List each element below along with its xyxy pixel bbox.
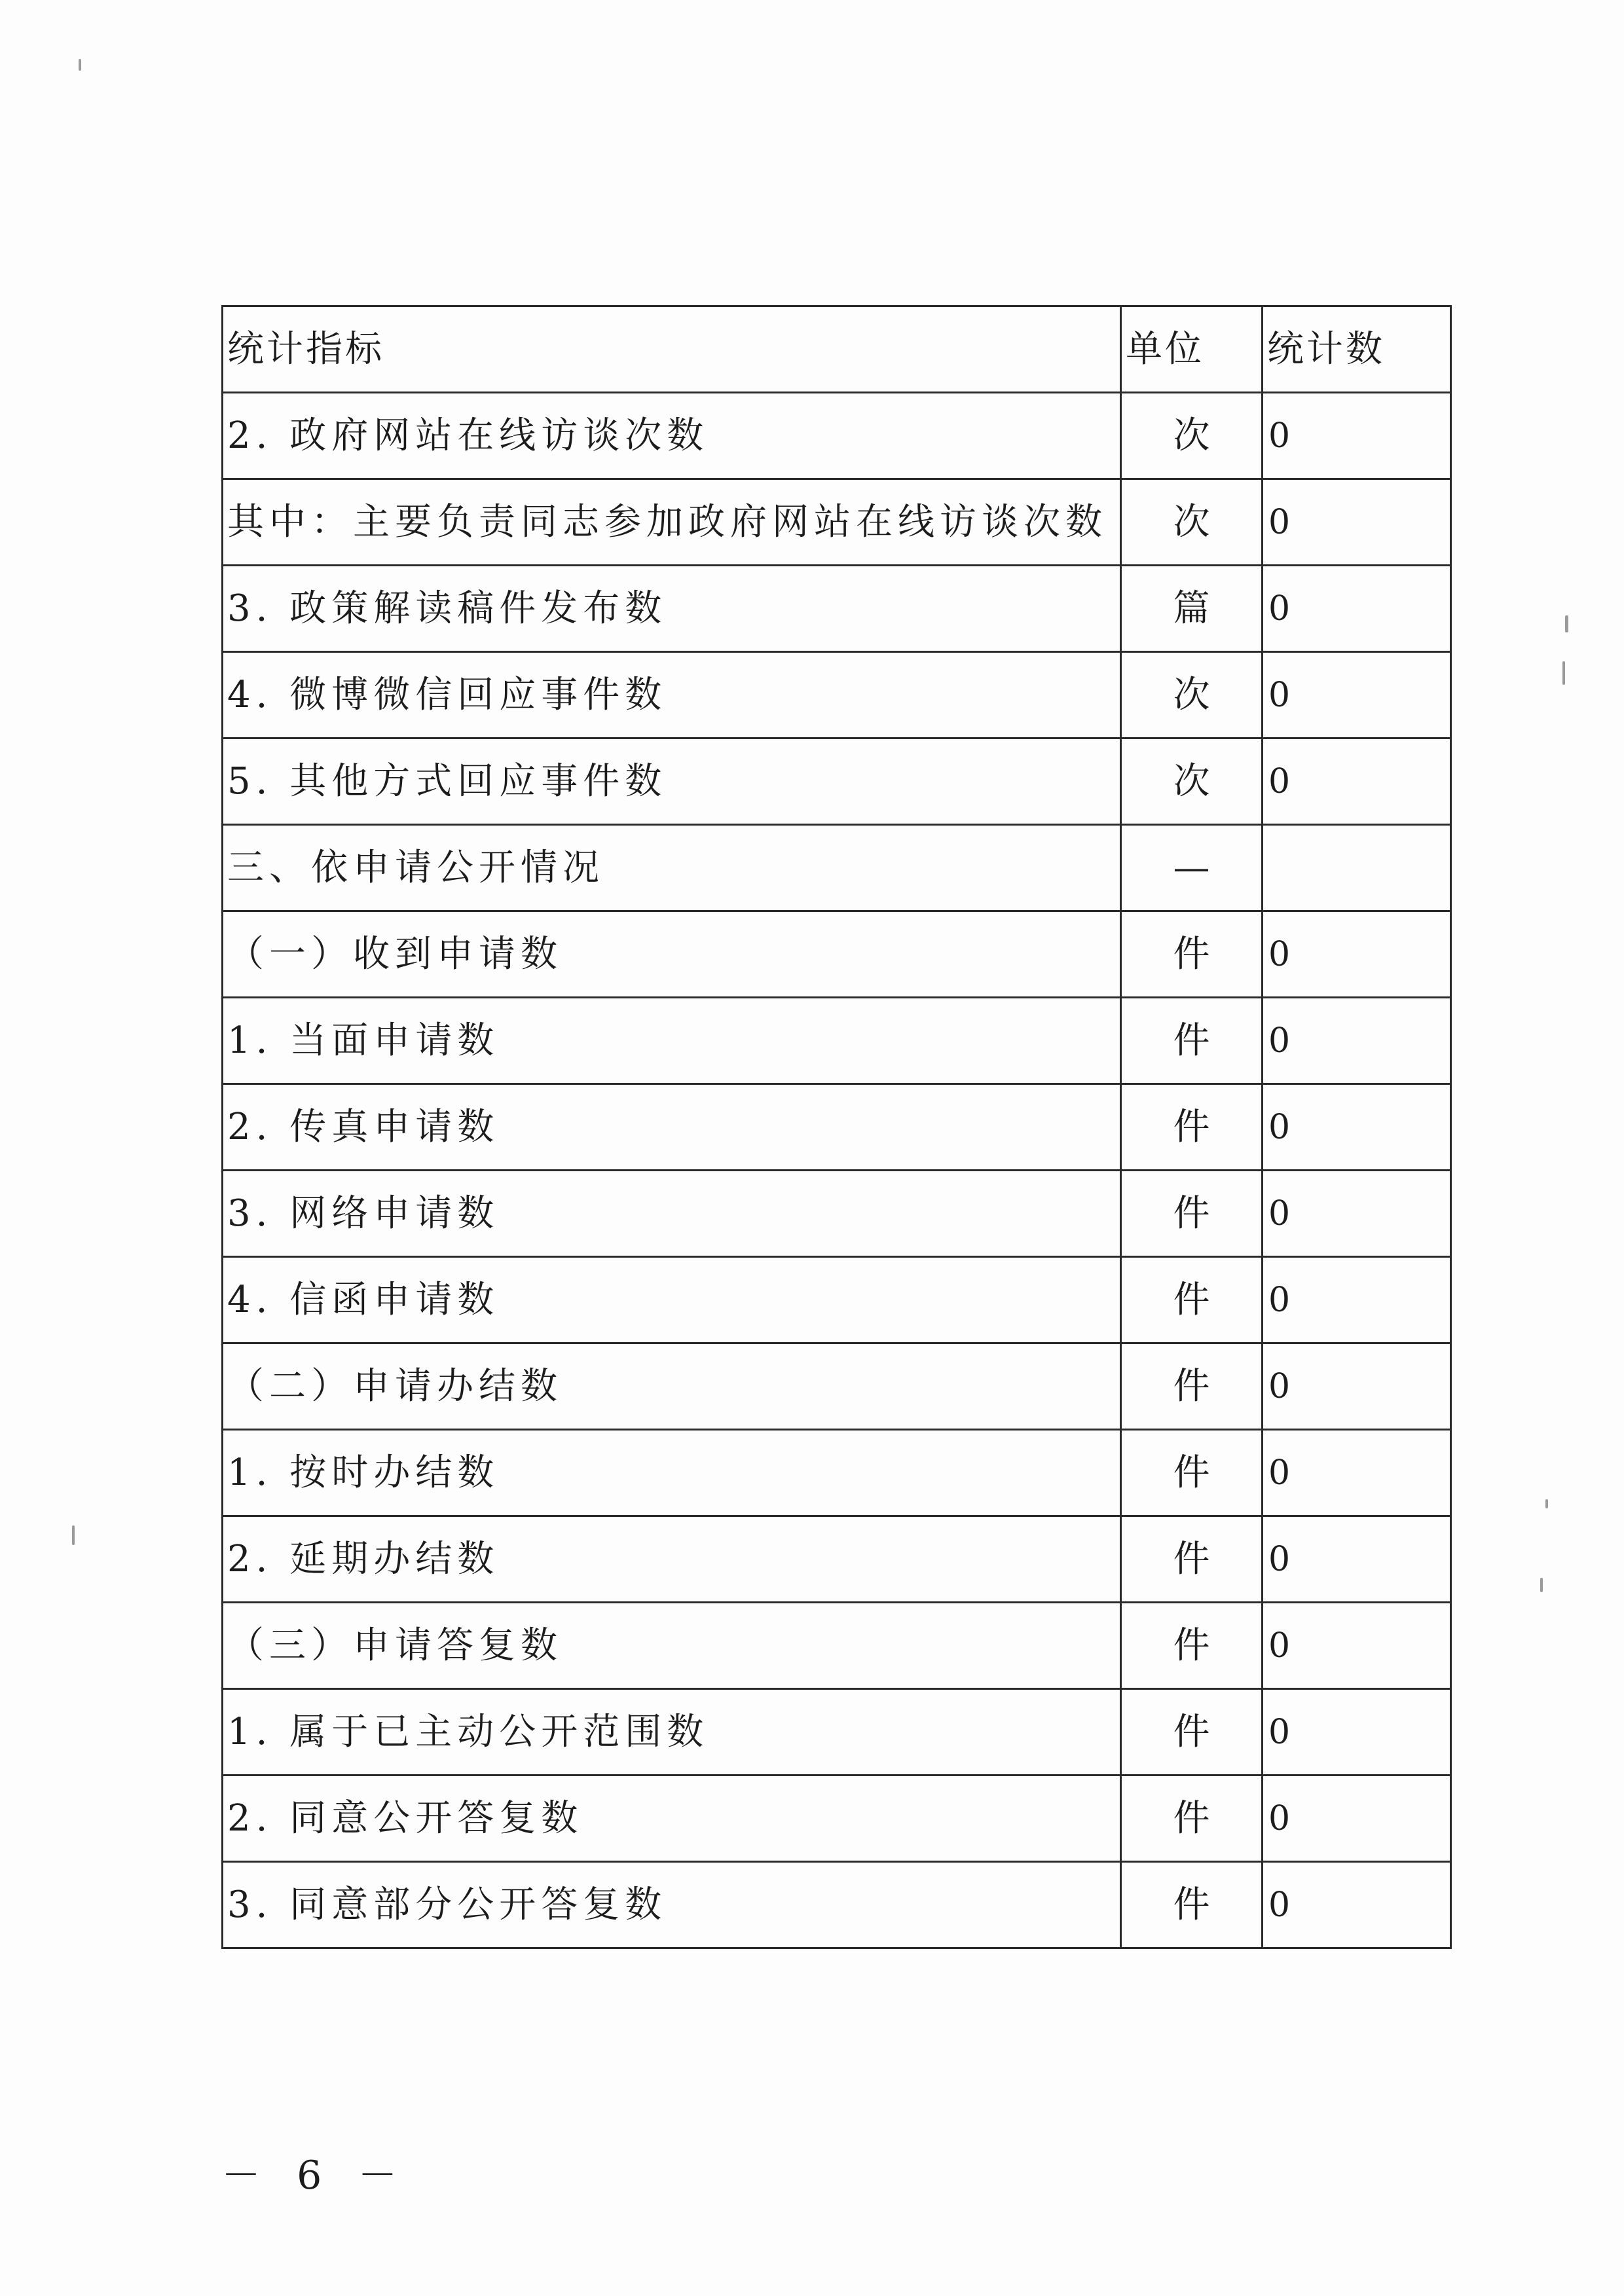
row-label: 3. 政策解读稿件发布数	[223, 566, 1121, 652]
table-row	[223, 1171, 1451, 1257]
table-row	[223, 738, 1451, 825]
row-value: 0	[1263, 1862, 1451, 1948]
table-row	[223, 1776, 1451, 1862]
table-row	[223, 1862, 1451, 1948]
page-number: － 6 －	[221, 2153, 409, 2198]
table-body	[223, 393, 1451, 1948]
row-unit: —	[1121, 825, 1263, 911]
table-row	[223, 1689, 1451, 1776]
row-value: 0	[1263, 652, 1451, 738]
row-label: 4. 微博微信回应事件数	[223, 652, 1121, 738]
row-value: 0	[1263, 1171, 1451, 1257]
row-label: （一）收到申请数	[223, 911, 1121, 998]
row-value: 0	[1263, 479, 1451, 566]
scan-speck	[1540, 1578, 1543, 1592]
row-value: 0	[1263, 738, 1451, 825]
table-row	[223, 566, 1451, 652]
table-row	[223, 652, 1451, 738]
header-row	[223, 306, 1451, 393]
row-label: 5. 其他方式回应事件数	[223, 738, 1121, 825]
row-unit: 件	[1121, 1862, 1263, 1948]
row-label: 其中：主要负责同志参加政府网站在线访谈次数	[223, 479, 1121, 566]
row-unit: 件	[1121, 1776, 1263, 1862]
table-row	[223, 911, 1451, 998]
table-row	[223, 825, 1451, 911]
row-label: 3. 同意部分公开答复数	[223, 1862, 1121, 1948]
scan-speck	[1565, 615, 1568, 632]
row-unit: 件	[1121, 1516, 1263, 1603]
row-label: 2. 延期办结数	[223, 1516, 1121, 1603]
table-row	[223, 998, 1451, 1084]
row-label: 4. 信函申请数	[223, 1257, 1121, 1343]
row-label: （二）申请办结数	[223, 1343, 1121, 1430]
row-value: 0	[1263, 1430, 1451, 1516]
row-value: 0	[1263, 1776, 1451, 1862]
row-value: 0	[1263, 1516, 1451, 1603]
row-unit: 次	[1121, 738, 1263, 825]
row-unit: 件	[1121, 998, 1263, 1084]
row-unit: 件	[1121, 911, 1263, 998]
scan-speck	[79, 59, 81, 71]
header-unit: 单位	[1121, 306, 1263, 393]
table-row	[223, 1603, 1451, 1689]
row-unit: 件	[1121, 1084, 1263, 1171]
row-unit: 件	[1121, 1689, 1263, 1776]
table-row	[223, 1430, 1451, 1516]
row-value: 0	[1263, 1084, 1451, 1171]
row-value	[1263, 825, 1451, 911]
header-count: 统计数	[1263, 306, 1451, 393]
section-label: 三、依申请公开情况	[223, 825, 1121, 911]
row-label: （三）申请答复数	[223, 1603, 1121, 1689]
row-label: 3. 网络申请数	[223, 1171, 1121, 1257]
row-unit: 件	[1121, 1603, 1263, 1689]
scan-speck	[1545, 1499, 1548, 1508]
table-row	[223, 393, 1451, 479]
row-unit: 件	[1121, 1171, 1263, 1257]
row-value: 0	[1263, 566, 1451, 652]
row-value: 0	[1263, 1257, 1451, 1343]
row-unit: 次	[1121, 393, 1263, 479]
row-unit: 次	[1121, 479, 1263, 566]
row-value: 0	[1263, 393, 1451, 479]
table-header	[223, 306, 1451, 393]
table-row	[223, 1343, 1451, 1430]
row-label: 1. 当面申请数	[223, 998, 1121, 1084]
table-row	[223, 1257, 1451, 1343]
row-value: 0	[1263, 1689, 1451, 1776]
row-unit: 次	[1121, 652, 1263, 738]
row-unit: 件	[1121, 1257, 1263, 1343]
row-label: 2. 同意公开答复数	[223, 1776, 1121, 1862]
row-unit: 件	[1121, 1343, 1263, 1430]
table-row	[223, 1516, 1451, 1603]
table-row	[223, 479, 1451, 566]
row-value: 0	[1263, 911, 1451, 998]
row-label: 2. 政府网站在线访谈次数	[223, 393, 1121, 479]
scan-speck	[72, 1525, 75, 1545]
scan-speck	[1562, 661, 1565, 685]
statistics-table	[221, 305, 1452, 1949]
row-unit: 件	[1121, 1430, 1263, 1516]
table-row	[223, 1084, 1451, 1171]
row-label: 2. 传真申请数	[223, 1084, 1121, 1171]
row-value: 0	[1263, 1343, 1451, 1430]
row-label: 1. 按时办结数	[223, 1430, 1121, 1516]
row-unit: 篇	[1121, 566, 1263, 652]
header-indicator: 统计指标	[223, 306, 1121, 393]
row-label: 1. 属于已主动公开范围数	[223, 1689, 1121, 1776]
row-value: 0	[1263, 998, 1451, 1084]
row-value: 0	[1263, 1603, 1451, 1689]
